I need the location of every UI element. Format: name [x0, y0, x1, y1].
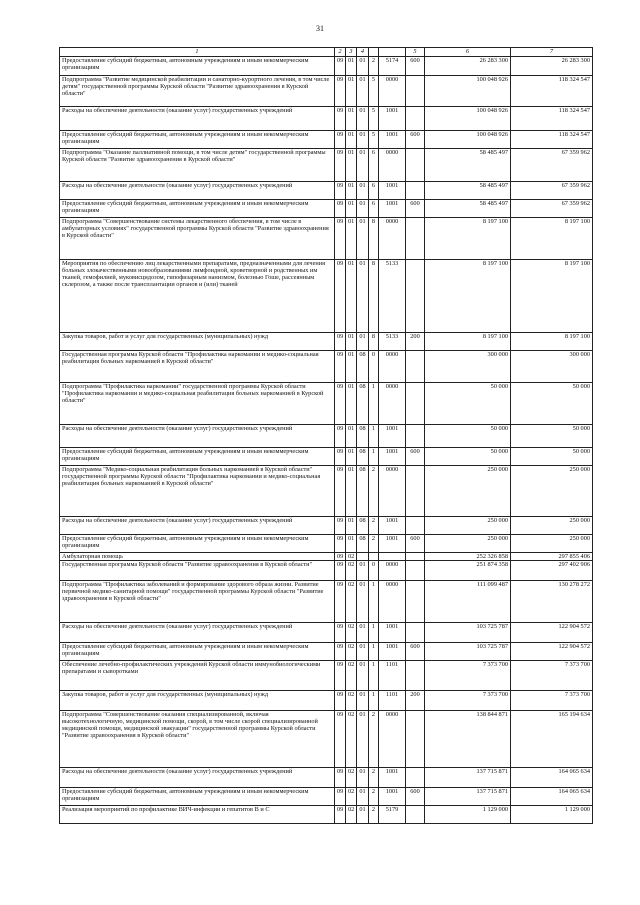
code-direction: 1001 — [379, 182, 406, 200]
amount-year-2: 122 904 572 — [511, 623, 593, 643]
amount-year-2: 7 373 700 — [511, 661, 593, 691]
code-expense-type — [406, 425, 425, 448]
row-name: Предоставление субсидий бюджетным, автономным учреждениям и иным некоммерческим организациям — [60, 788, 335, 806]
table-row — [60, 517, 593, 535]
code-direction: 1001 — [379, 448, 406, 466]
amount-year-2: 50 000 — [511, 448, 593, 466]
code-expense-type — [406, 182, 425, 200]
code-program: 01 — [357, 788, 369, 806]
amount-year-1: 103 725 787 — [425, 643, 511, 661]
amount-year-2: 164 065 634 — [511, 788, 593, 806]
code-expense-type — [406, 383, 425, 425]
code-section: 09 — [335, 351, 346, 383]
row-name: Расходы на обеспечение деятельности (оказание услуг) государственных учреждений — [60, 768, 335, 788]
code-subsection: 02 — [346, 768, 357, 788]
table-row — [60, 806, 593, 824]
code-program: 01 — [357, 200, 369, 218]
code-expense-type — [406, 553, 425, 561]
amount-year-2: 250 000 — [511, 517, 593, 535]
code-direction: 1001 — [379, 517, 406, 535]
row-name: Расходы на обеспечение деятельности (оказание услуг) государственных учреждений — [60, 517, 335, 535]
table-row — [60, 561, 593, 581]
code-section: 09 — [335, 76, 346, 107]
code-program: 01 — [357, 561, 369, 581]
code-subsection: 01 — [346, 57, 357, 76]
amount-year-2: 118 324 547 — [511, 107, 593, 131]
amount-year-1: 137 715 871 — [425, 788, 511, 806]
code-subprogram: 8 — [369, 218, 379, 260]
code-subprogram: 5 — [369, 76, 379, 107]
table-body — [60, 57, 593, 824]
row-name: Мероприятия по обеспечению лиц лекарственными препаратами, предназначенными для лечения больных злокачественными новообразованиями лимфоидной, кроветворной и родственных им тканей, гемофилией, муковисцидозом, гипофизарным нанизмом, болезнью Гоше, рассеянным склерозом, а также после трансплантации органов и (или) тканей — [60, 260, 335, 333]
table-row — [60, 643, 593, 661]
amount-year-2: 297 402 906 — [511, 561, 593, 581]
code-subprogram: 6 — [369, 200, 379, 218]
code-section: 09 — [335, 788, 346, 806]
code-direction: 1001 — [379, 623, 406, 643]
code-expense-type: 200 — [406, 333, 425, 351]
amount-year-1: 100 048 926 — [425, 76, 511, 107]
code-subprogram: 6 — [369, 182, 379, 200]
amount-year-1: 26 283 300 — [425, 57, 511, 76]
code-expense-type — [406, 517, 425, 535]
amount-year-1: 100 048 926 — [425, 131, 511, 149]
amount-year-2: 26 283 300 — [511, 57, 593, 76]
code-direction: 1001 — [379, 788, 406, 806]
amount-year-2: 1 129 000 — [511, 806, 593, 824]
code-section: 09 — [335, 107, 346, 131]
amount-year-1: 252 326 858 — [425, 553, 511, 561]
code-subprogram: 1 — [369, 623, 379, 643]
code-program: 08 — [357, 448, 369, 466]
code-expense-type — [406, 76, 425, 107]
code-section: 09 — [335, 691, 346, 711]
code-subprogram: 1 — [369, 691, 379, 711]
column-header: 1 — [60, 48, 335, 57]
code-expense-type: 600 — [406, 643, 425, 661]
table-row — [60, 351, 593, 383]
table-row — [60, 623, 593, 643]
amount-year-1: 8 197 100 — [425, 218, 511, 260]
code-expense-type — [406, 581, 425, 623]
code-subsection: 02 — [346, 788, 357, 806]
code-expense-type — [406, 218, 425, 260]
code-subprogram: 8 — [369, 333, 379, 351]
row-name: Предоставление субсидий бюджетным, автономным учреждениям и иным некоммерческим организациям — [60, 535, 335, 553]
code-program: 01 — [357, 768, 369, 788]
row-name: Предоставление субсидий бюджетным, автономным учреждениям и иным некоммерческим организациям — [60, 57, 335, 76]
code-expense-type — [406, 107, 425, 131]
code-section: 09 — [335, 623, 346, 643]
table-row — [60, 333, 593, 351]
code-expense-type — [406, 149, 425, 182]
code-expense-type: 600 — [406, 788, 425, 806]
amount-year-2: 67 359 962 — [511, 149, 593, 182]
code-section: 09 — [335, 383, 346, 425]
code-subprogram: 2 — [369, 535, 379, 553]
code-subprogram — [369, 553, 379, 561]
code-subsection: 01 — [346, 182, 357, 200]
code-program: 01 — [357, 661, 369, 691]
row-name: Подпрограмма "Медико-социальная реабилитация больных наркоманией в Курской области" государственной программы Курской области "Профилактика наркомании и медико-социальная реабилитация больных наркоманией в Курской области" — [60, 466, 335, 517]
code-expense-type — [406, 711, 425, 768]
code-program: 08 — [357, 517, 369, 535]
code-program: 01 — [357, 581, 369, 623]
code-section: 09 — [335, 553, 346, 561]
code-direction: 5133 — [379, 260, 406, 333]
column-header — [379, 48, 406, 57]
code-expense-type — [406, 623, 425, 643]
code-direction: 1001 — [379, 425, 406, 448]
amount-year-1: 50 000 — [425, 425, 511, 448]
code-subprogram: 1 — [369, 448, 379, 466]
code-subsection: 02 — [346, 581, 357, 623]
table-row — [60, 466, 593, 517]
amount-year-1: 50 000 — [425, 383, 511, 425]
amount-year-1: 1 129 000 — [425, 806, 511, 824]
code-program: 01 — [357, 76, 369, 107]
code-section: 09 — [335, 466, 346, 517]
code-subprogram: 2 — [369, 788, 379, 806]
code-direction: 0000 — [379, 581, 406, 623]
code-subsection: 02 — [346, 806, 357, 824]
code-expense-type: 600 — [406, 131, 425, 149]
code-subprogram: 6 — [369, 149, 379, 182]
amount-year-2: 250 000 — [511, 535, 593, 553]
code-expense-type — [406, 806, 425, 824]
code-expense-type — [406, 260, 425, 333]
code-section: 09 — [335, 57, 346, 76]
code-expense-type — [406, 351, 425, 383]
code-section: 09 — [335, 425, 346, 448]
code-expense-type — [406, 466, 425, 517]
amount-year-2: 50 000 — [511, 425, 593, 448]
code-subsection: 02 — [346, 711, 357, 768]
table-row — [60, 218, 593, 260]
amount-year-2: 8 197 100 — [511, 218, 593, 260]
code-program: 01 — [357, 131, 369, 149]
code-direction: 0000 — [379, 351, 406, 383]
code-direction: 5133 — [379, 333, 406, 351]
code-subprogram: 1 — [369, 425, 379, 448]
table-row — [60, 711, 593, 768]
code-subprogram: 1 — [369, 661, 379, 691]
code-direction: 0000 — [379, 76, 406, 107]
table-row — [60, 200, 593, 218]
code-subprogram: 0 — [369, 561, 379, 581]
table-row — [60, 691, 593, 711]
code-subprogram: 1 — [369, 581, 379, 623]
amount-year-1: 7 373 700 — [425, 661, 511, 691]
amount-year-1: 8 197 100 — [425, 260, 511, 333]
code-program: 01 — [357, 711, 369, 768]
code-subprogram: 2 — [369, 806, 379, 824]
code-subprogram: 2 — [369, 466, 379, 517]
amount-year-2: 8 197 100 — [511, 333, 593, 351]
amount-year-1: 251 874 358 — [425, 561, 511, 581]
code-subsection: 01 — [346, 260, 357, 333]
table-row — [60, 76, 593, 107]
table-row — [60, 553, 593, 561]
column-header — [369, 48, 379, 57]
code-direction: 1101 — [379, 661, 406, 691]
code-section: 09 — [335, 581, 346, 623]
code-section: 09 — [335, 131, 346, 149]
code-subprogram: 2 — [369, 517, 379, 535]
amount-year-2: 7 373 700 — [511, 691, 593, 711]
code-program: 08 — [357, 351, 369, 383]
code-subsection: 01 — [346, 448, 357, 466]
amount-year-1: 58 485 497 — [425, 200, 511, 218]
amount-year-1: 8 197 100 — [425, 333, 511, 351]
code-section: 09 — [335, 448, 346, 466]
table-row — [60, 425, 593, 448]
code-program: 01 — [357, 107, 369, 131]
row-name: Государственная программа Курской области "Профилактика наркомании и медико-социальная реабилитация больных наркоманией в Курской области" — [60, 351, 335, 383]
code-section: 09 — [335, 333, 346, 351]
amount-year-2: 130 278 272 — [511, 581, 593, 623]
code-subsection: 01 — [346, 131, 357, 149]
amount-year-1: 100 048 926 — [425, 107, 511, 131]
code-direction: 5179 — [379, 806, 406, 824]
table-row — [60, 661, 593, 691]
code-direction: 1001 — [379, 643, 406, 661]
code-program: 01 — [357, 182, 369, 200]
code-subsection: 01 — [346, 333, 357, 351]
amount-year-1: 137 715 871 — [425, 768, 511, 788]
table-row — [60, 448, 593, 466]
table-row — [60, 535, 593, 553]
row-name: Реализация мероприятий по профилактике ВИЧ-инфекции и гепатитов В и С — [60, 806, 335, 824]
code-subsection: 01 — [346, 218, 357, 260]
code-subsection: 02 — [346, 691, 357, 711]
code-subprogram: 8 — [369, 260, 379, 333]
code-section: 09 — [335, 200, 346, 218]
amount-year-2: 118 324 547 — [511, 76, 593, 107]
code-subprogram: 5 — [369, 107, 379, 131]
code-expense-type — [406, 561, 425, 581]
table-header-row — [60, 48, 593, 57]
amount-year-1: 103 725 787 — [425, 623, 511, 643]
amount-year-1: 50 000 — [425, 448, 511, 466]
row-name: Подпрограмма "Развитие медицинской реабилитации и санаторно-курортного лечения, в том числе детям" государственной программы Курской области "Развитие здравоохранения в Курской области" — [60, 76, 335, 107]
table-row — [60, 383, 593, 425]
amount-year-2: 297 855 406 — [511, 553, 593, 561]
row-name: Подпрограмма "Оказание паллиативной помощи, в том числе детям" государственной программы Курской области "Развитие здравоохранения в Курской области" — [60, 149, 335, 182]
row-name: Обеспечение лечебно-профилактических учреждений Курской области иммунобиологическими препаратами и сыворотками — [60, 661, 335, 691]
code-subprogram: 2 — [369, 768, 379, 788]
row-name: Расходы на обеспечение деятельности (оказание услуг) государственных учреждений — [60, 425, 335, 448]
row-name: Закупка товаров, работ и услуг для государственных (муниципальных) нужд — [60, 691, 335, 711]
code-subsection: 01 — [346, 517, 357, 535]
code-program: 01 — [357, 260, 369, 333]
code-subprogram: 5 — [369, 131, 379, 149]
code-section: 09 — [335, 182, 346, 200]
column-header: 6 — [425, 48, 511, 57]
table-row — [60, 149, 593, 182]
table-row — [60, 788, 593, 806]
amount-year-2: 250 000 — [511, 466, 593, 517]
row-name: Предоставление субсидий бюджетным, автономным учреждениям и иным некоммерческим организациям — [60, 643, 335, 661]
code-direction: 0000 — [379, 561, 406, 581]
code-direction: 0000 — [379, 149, 406, 182]
code-section: 09 — [335, 517, 346, 535]
code-section: 09 — [335, 561, 346, 581]
row-name: Подпрограмма "Профилактика заболеваний и формирование здорового образа жизни. Развитие первичной медико-санитарной помощи" государственной программы Курской области "Развитие здравоохранения в Курской области" — [60, 581, 335, 623]
amount-year-2: 67 359 962 — [511, 200, 593, 218]
page-number: 31 — [316, 24, 324, 33]
row-name: Предоставление субсидий бюджетным, автономным учреждениям и иным некоммерческим организациям — [60, 448, 335, 466]
table-row — [60, 768, 593, 788]
code-expense-type: 600 — [406, 57, 425, 76]
amount-year-1: 138 844 871 — [425, 711, 511, 768]
code-subsection: 02 — [346, 661, 357, 691]
code-direction: 5174 — [379, 57, 406, 76]
code-direction: 1001 — [379, 131, 406, 149]
code-subsection: 01 — [346, 107, 357, 131]
row-name: Амбулаторная помощь — [60, 553, 335, 561]
row-name: Подпрограмма "Совершенствование системы лекарственного обеспечения, в том числе в амбулаторных условиях" государственной программы Курской области "Развитие здравоохранения в Курской области" — [60, 218, 335, 260]
amount-year-1: 111 099 487 — [425, 581, 511, 623]
column-header: 2 — [335, 48, 346, 57]
amount-year-1: 58 485 497 — [425, 149, 511, 182]
code-program: 01 — [357, 149, 369, 182]
row-name: Подпрограмма "Профилактика наркомании" государственной программы Курской области "Профилактика наркомании и медико-социальная реабилитация больных наркоманией в Курской области" — [60, 383, 335, 425]
code-subprogram: 2 — [369, 711, 379, 768]
code-expense-type — [406, 661, 425, 691]
code-expense-type: 600 — [406, 535, 425, 553]
code-subsection: 01 — [346, 466, 357, 517]
amount-year-2: 300 000 — [511, 351, 593, 383]
code-section: 09 — [335, 218, 346, 260]
code-subsection: 01 — [346, 535, 357, 553]
code-section: 09 — [335, 768, 346, 788]
row-name: Расходы на обеспечение деятельности (оказание услуг) государственных учреждений — [60, 107, 335, 131]
code-program: 01 — [357, 623, 369, 643]
amount-year-1: 58 485 497 — [425, 182, 511, 200]
code-subsection: 02 — [346, 643, 357, 661]
code-subsection: 02 — [346, 561, 357, 581]
code-section: 09 — [335, 661, 346, 691]
code-direction: 0000 — [379, 711, 406, 768]
column-header: 4 — [357, 48, 369, 57]
code-expense-type: 600 — [406, 200, 425, 218]
amount-year-1: 7 373 700 — [425, 691, 511, 711]
row-name: Расходы на обеспечение деятельности (оказание услуг) государственных учреждений — [60, 182, 335, 200]
row-name: Предоставление субсидий бюджетным, автономным учреждениям и иным некоммерческим организациям — [60, 200, 335, 218]
code-subsection: 01 — [346, 200, 357, 218]
table-row — [60, 182, 593, 200]
code-subsection: 02 — [346, 553, 357, 561]
code-section: 09 — [335, 535, 346, 553]
code-direction — [379, 553, 406, 561]
row-name: Государственная программа Курской области "Развитие здравоохранения в Курской области" — [60, 561, 335, 581]
column-header: 3 — [346, 48, 357, 57]
column-header: 7 — [511, 48, 593, 57]
code-program: 01 — [357, 333, 369, 351]
amount-year-1: 300 000 — [425, 351, 511, 383]
code-subprogram: 2 — [369, 57, 379, 76]
code-direction: 0000 — [379, 383, 406, 425]
amount-year-2: 67 359 962 — [511, 182, 593, 200]
amount-year-2: 8 197 100 — [511, 260, 593, 333]
table-row — [60, 107, 593, 131]
code-direction: 1001 — [379, 200, 406, 218]
code-program: 01 — [357, 691, 369, 711]
code-section: 09 — [335, 260, 346, 333]
code-direction: 1001 — [379, 107, 406, 131]
row-name: Расходы на обеспечение деятельности (оказание услуг) государственных учреждений — [60, 623, 335, 643]
code-section: 09 — [335, 643, 346, 661]
code-section: 09 — [335, 149, 346, 182]
code-program: 08 — [357, 425, 369, 448]
code-subprogram: 0 — [369, 351, 379, 383]
code-program: 08 — [357, 466, 369, 517]
amount-year-2: 165 194 634 — [511, 711, 593, 768]
code-expense-type: 600 — [406, 448, 425, 466]
table-row — [60, 57, 593, 76]
code-section: 09 — [335, 711, 346, 768]
code-program: 08 — [357, 383, 369, 425]
code-expense-type: 200 — [406, 691, 425, 711]
code-direction: 0000 — [379, 466, 406, 517]
column-header: 5 — [406, 48, 425, 57]
code-subprogram: 1 — [369, 383, 379, 425]
amount-year-1: 250 000 — [425, 517, 511, 535]
code-subsection: 01 — [346, 351, 357, 383]
budget-table — [59, 47, 593, 824]
amount-year-2: 164 065 634 — [511, 768, 593, 788]
amount-year-2: 50 000 — [511, 383, 593, 425]
row-name: Подпрограмма "Совершенствование оказания специализированной, включая высокотехнологичную, медицинской помощи, скорой, в том числе скорой специализированной медицинской помощи, медицинской эвакуации" государственной программы Курской области "Развитие здравоохранения в Курской области" — [60, 711, 335, 768]
code-program — [357, 553, 369, 561]
code-direction: 0000 — [379, 218, 406, 260]
code-subsection: 01 — [346, 383, 357, 425]
code-section: 09 — [335, 806, 346, 824]
amount-year-1: 250 000 — [425, 466, 511, 517]
code-subsection: 01 — [346, 149, 357, 182]
table-row — [60, 581, 593, 623]
code-subsection: 01 — [346, 76, 357, 107]
amount-year-1: 250 000 — [425, 535, 511, 553]
row-name: Предоставление субсидий бюджетным, автономным учреждениям и иным некоммерческим организациям — [60, 131, 335, 149]
code-program: 01 — [357, 218, 369, 260]
code-direction: 1101 — [379, 691, 406, 711]
code-expense-type — [406, 768, 425, 788]
code-subprogram: 1 — [369, 643, 379, 661]
code-program: 01 — [357, 806, 369, 824]
code-program: 01 — [357, 57, 369, 76]
code-program: 08 — [357, 535, 369, 553]
table-row — [60, 260, 593, 333]
code-direction: 1001 — [379, 768, 406, 788]
code-subsection: 01 — [346, 425, 357, 448]
code-direction: 1001 — [379, 535, 406, 553]
table-row — [60, 131, 593, 149]
code-program: 01 — [357, 643, 369, 661]
amount-year-2: 122 904 572 — [511, 643, 593, 661]
amount-year-2: 118 324 547 — [511, 131, 593, 149]
row-name: Закупка товаров, работ и услуг для государственных (муниципальных) нужд — [60, 333, 335, 351]
code-subsection: 02 — [346, 623, 357, 643]
